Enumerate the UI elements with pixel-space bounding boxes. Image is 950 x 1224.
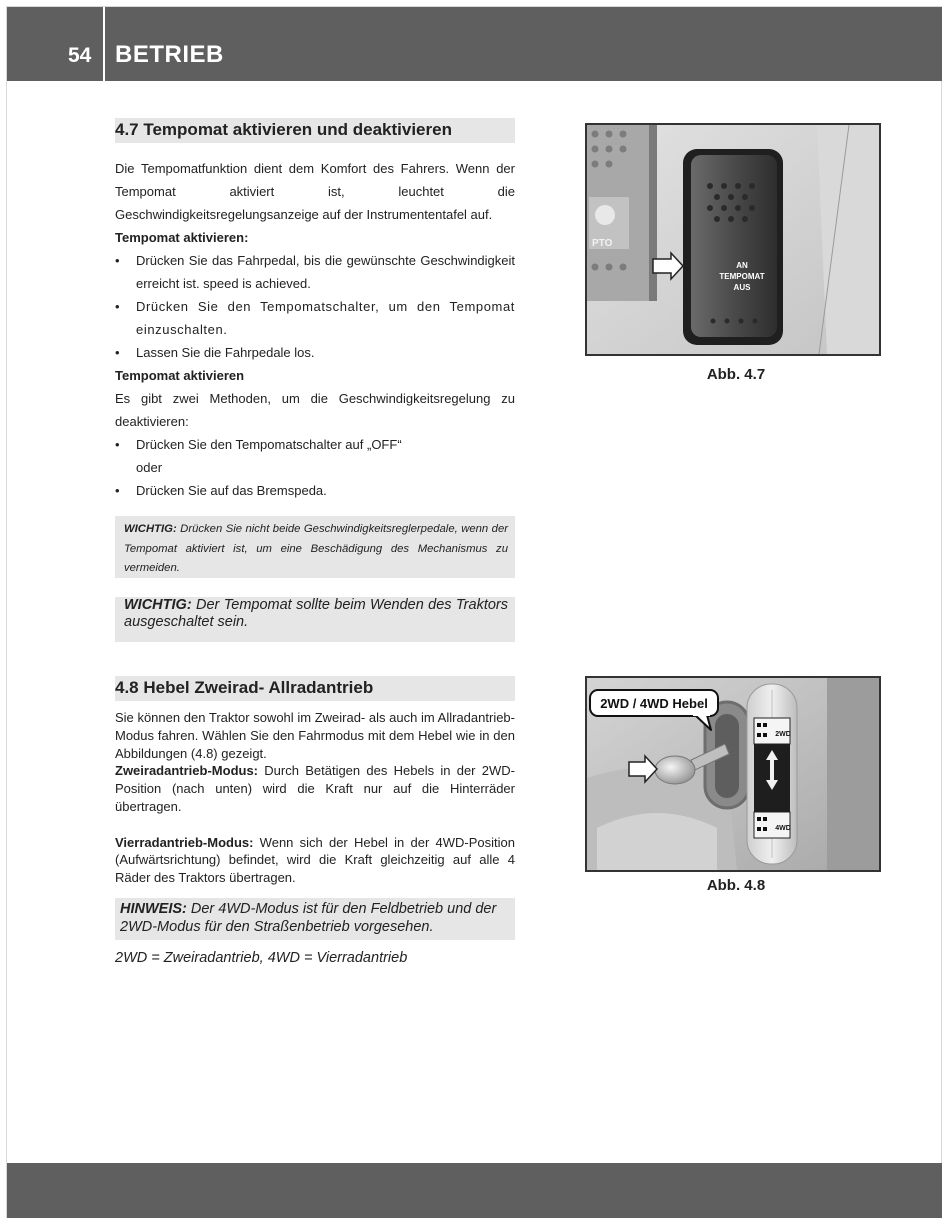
page-number: 54: [68, 44, 92, 67]
section-heading-4-8: 4.8 Hebel Zweirad- Allradantrieb: [115, 676, 515, 701]
deactivate-step-2: • Drücken Sie auf das Bremspeda.: [115, 479, 515, 502]
cruise-switch-illustration: [587, 125, 879, 354]
header-divider: [103, 7, 105, 81]
section-heading-4-7: 4.7 Tempomat aktivieren und deaktivieren: [115, 118, 515, 143]
deactivate-step-1: • Drücken Sie den Tempomatschalter auf „OFF“: [115, 433, 515, 456]
deactivate-intro: Es gibt zwei Methoden, um die Geschwindigkeitsregelung zu deaktivieren:: [115, 391, 515, 429]
activate-step-1: • Drücken Sie das Fahrpedal, bis die gewünschte Geschwindigkeit erreicht ist. speed is achieved.: [115, 249, 515, 295]
activate-step-3: • Lassen Sie die Fahrpedale los.: [115, 341, 515, 364]
two-wheel-mode-label: Zweiradantrieb-Modus:: [115, 763, 259, 779]
plate-4wd-label: 4WD: [775, 825, 791, 832]
activate-title: Tempomat aktivieren:: [115, 230, 249, 245]
important-note-2: [115, 597, 515, 642]
note-label: WICHTIG:: [124, 597, 192, 613]
figure-4-7-image: [585, 123, 881, 356]
plate-2wd-label: 2WD: [775, 731, 791, 738]
section-4-8-body: [115, 709, 515, 887]
deactivate-title: Tempomat aktivieren: [115, 368, 245, 383]
activate-step-2: • Drücken Sie den Tempomatschalter, um den Tempomat einzuschalten.: [115, 295, 515, 341]
section-4-7-body: [115, 157, 515, 502]
deactivate-or: oder: [136, 460, 163, 475]
figure-4-8-image: [585, 676, 881, 872]
drive-legend: 2WD = Zweiradantrieb, 4WD = Vierradantrieb: [115, 950, 408, 966]
four-wheel-mode-paragraph: [115, 834, 515, 887]
switch-label-cruise: TEMPOMAT: [719, 272, 765, 281]
four-wheel-mode-text: Wenn sich der Hebel in der 4WD-Position (Aufwärtsrichtung) befindet, wird die Kraft gleichzeitig auf alle 4 Räder des Traktors übertragen.: [115, 834, 515, 886]
note-label: HINWEIS:: [120, 901, 187, 917]
note-text: Der Tempomat sollte beim Wenden des Traktors ausgeschaltet sein.: [124, 597, 508, 630]
two-wheel-mode-paragraph: [115, 762, 515, 815]
hint-note: [115, 898, 515, 940]
pto-label: PTO: [592, 238, 613, 249]
four-wheel-mode-label: Vierradantrieb-Modus:: [115, 834, 254, 850]
section-title: BETRIEB: [115, 41, 224, 68]
intro-paragraph: Die Tempomatfunktion dient dem Komfort des Fahrers. Wenn der Tempomat aktiviert ist, leuchtet die Geschwindigkeitsregelungsanzeige auf der Instrumententafel auf.: [115, 161, 515, 222]
note-text: Drücken Sie nicht beide Geschwindigkeitsreglerpedale, wenn der Tempomat aktiviert ist, um eine Beschädigung des Mechanismus zu vermeiden.: [124, 523, 508, 574]
note-label: WICHTIG:: [124, 523, 177, 535]
important-note-1: [115, 516, 515, 578]
figure-4-8-caption: Abb. 4.8: [706, 877, 766, 894]
section-4-8-intro: Sie können den Traktor sowohl im Zweirad- als auch im Allradantrieb-Modus fahren. Wählen Sie den Fahrmodus mit dem Hebel wie in den Abbildungen (4.8) gezeigt.: [115, 710, 515, 761]
switch-label-on: AN: [736, 261, 748, 270]
note-text: Der 4WD-Modus ist für den Feldbetrieb und der 2WD-Modus für den Straßenbetrieb vorgesehen.: [120, 901, 497, 935]
two-wheel-mode-text: Durch Betätigen des Hebels in der 2WD-Position (nach unten) wird die Kraft nur auf die Hinterräder übertragen.: [115, 763, 515, 814]
lever-callout-label: 2WD / 4WD Hebel: [600, 696, 708, 711]
figure-4-7-caption: Abb. 4.7: [706, 366, 766, 383]
drive-lever-illustration: [587, 678, 879, 870]
switch-label-off: AUS: [733, 283, 751, 292]
footer-bar: [7, 1163, 942, 1218]
